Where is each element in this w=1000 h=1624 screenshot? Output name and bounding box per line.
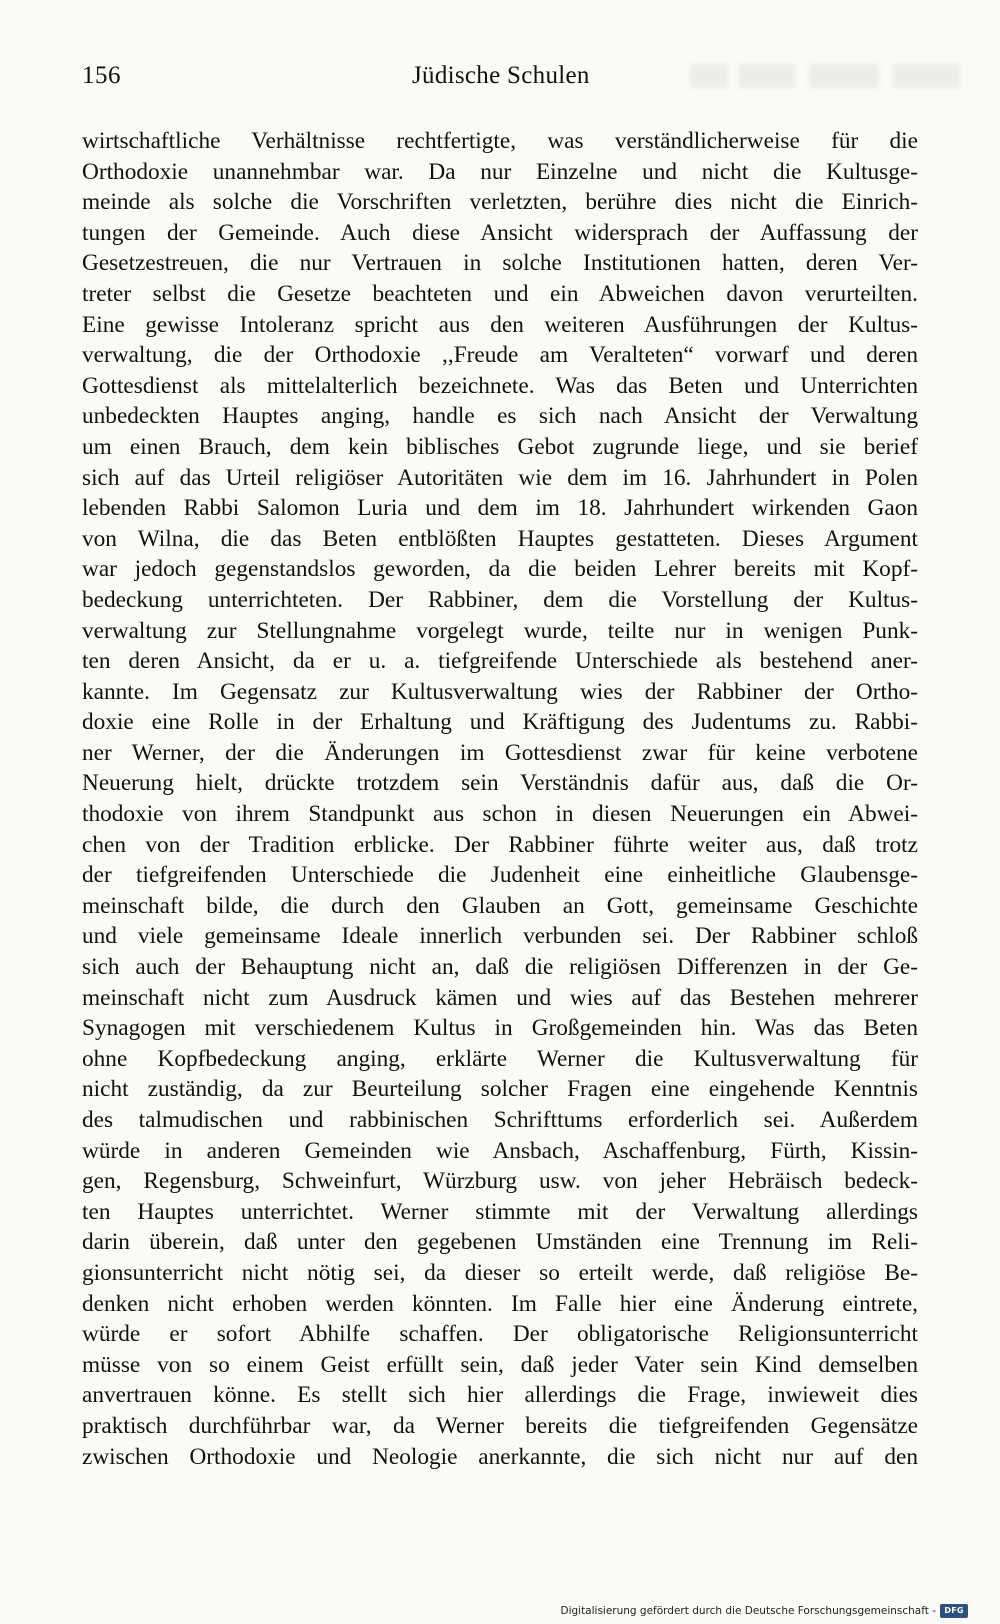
body-text-line: verwaltung, die der Orthodoxie ,,Freude am Veralteten“ vorwarf und deren — [82, 342, 918, 369]
body-text-line: würde er sofort Abhilfe schaffen. Der obligatorische Religionsunterricht — [82, 1321, 918, 1348]
body-text-line: der tiefgreifenden Unterschiede die Judenheit eine einheitliche Glaubensge- — [82, 862, 918, 889]
body-text-line: Gottesdienst als mittelalterlich bezeichnete. Was das Beten und Unterrichten — [82, 372, 918, 399]
body-text-line: kannte. Im Gegensatz zur Kultusverwaltung wies der Rabbiner der Ortho- — [82, 678, 918, 705]
body-text-line: sich auch der Behauptung nicht an, daß die religiösen Differenzen in der Ge- — [82, 954, 918, 981]
body-text-line: Synagogen mit verschiedenem Kultus in Großgemeinden hin. Was das Beten — [82, 1015, 918, 1042]
body-text-line: verwaltung zur Stellungnahme vorgelegt wurde, teilte nur in wenigen Punk- — [82, 617, 918, 644]
show-through-text — [690, 64, 960, 88]
body-text-line: treter selbst die Gesetze beachteten und ein Abweichen davon verurteilten. — [82, 280, 918, 307]
body-text-line: meinde als solche die Vorschriften verletzten, berühre dies nicht die Einrich- — [82, 189, 918, 216]
digitization-footer — [560, 1601, 968, 1621]
body-text-line: anvertrauen könne. Es stellt sich hier allerdings die Frage, inwieweit dies — [82, 1382, 918, 1409]
body-text-line: tungen der Gemeinde. Auch diese Ansicht widersprach der Auffassung der — [82, 219, 918, 246]
body-text-line: von Wilna, die das Beten entblößten Hauptes gestatteten. Dieses Argument — [82, 525, 918, 552]
body-text-line: ohne Kopfbedeckung anging, erklärte Werner die Kultusverwaltung für — [82, 1045, 918, 1072]
body-text-line: wirtschaftliche Verhältnisse rechtfertigte, was verständlicherweise für die — [82, 128, 918, 154]
main-body-text — [82, 126, 918, 1472]
dfg-logo: DFG — [940, 1604, 968, 1618]
body-text-line: würde in anderen Gemeinden wie Ansbach, Aschaffenburg, Fürth, Kissin- — [82, 1137, 918, 1164]
body-text-line: um einen Brauch, dem kein biblisches Gebot zugrunde liege, und sie berief — [82, 433, 918, 460]
body-text-line: ten deren Ansicht, da er u. a. tiefgreifende Unterschiede als bestehend aner- — [82, 648, 918, 675]
body-text-line: gen, Regensburg, Schweinfurt, Würzburg usw. von jeher Hebräisch bedeck- — [82, 1168, 918, 1195]
body-text-line: lebenden Rabbi Salomon Luria und dem im 18. Jahrhundert wirkenden Gaon — [82, 495, 918, 522]
body-text-line: ten Hauptes unterrichtet. Werner stimmte mit der Verwaltung allerdings — [82, 1198, 918, 1225]
body-text-line: Orthodoxie unannehmbar war. Da nur Einzelne und nicht die Kultusge- — [82, 158, 918, 185]
body-text-line: war jedoch gegenstandslos geworden, da die beiden Lehrer bereits mit Kopf- — [82, 556, 918, 583]
body-text-line: des talmudischen und rabbinischen Schrifttums erforderlich sei. Außerdem — [82, 1107, 918, 1133]
body-text-line: Eine gewisse Intoleranz spricht aus den weiteren Ausführungen der Kultus- — [82, 311, 918, 338]
body-text-line: bedeckung unterrichteten. Der Rabbiner, dem die Vorstellung der Kultus- — [82, 586, 918, 613]
running-title: Jüdische Schulen — [412, 62, 590, 89]
body-text-line: chen von der Tradition erblicke. Der Rabbiner führte weiter aus, daß trotz — [82, 831, 918, 858]
body-text-line: meinschaft nicht zum Ausdruck kämen und wies auf das Bestehen mehrerer — [82, 984, 918, 1011]
digitization-credit: Digitalisierung gefördert durch die Deutsche Forschungsgemeinschaft - — [560, 1605, 936, 1617]
body-text-line: zwischen Orthodoxie und Neologie anerkannte, die sich nicht nur auf den — [82, 1443, 918, 1470]
body-text-line: denken nicht erhoben werden könnten. Im Falle hier eine Änderung eintrete, — [82, 1290, 918, 1317]
body-text-line: doxie eine Rolle in der Erhaltung und Kräftigung des Judentums zu. Rabbi- — [82, 709, 918, 736]
body-text-line: praktisch durchführbar war, da Werner bereits die tiefgreifenden Gegensätze — [82, 1412, 918, 1439]
body-text-line: meinschaft bilde, die durch den Glauben an Gott, gemeinsame Geschichte — [82, 892, 918, 919]
body-text-line: ner Werner, der die Änderungen im Gottesdienst zwar für keine verbotene — [82, 739, 918, 766]
body-text-line: gionsunterricht nicht nötig sei, da dieser so erteilt werde, daß religiöse Be- — [82, 1259, 918, 1286]
body-text-line: nicht zuständig, da zur Beurteilung solcher Fragen eine eingehende Kenntnis — [82, 1076, 918, 1103]
body-text-line: und viele gemeinsame Ideale innerlich verbunden sei. Der Rabbiner schloß — [82, 923, 918, 950]
body-text-line: unbedeckten Hauptes anging, handle es sich nach Ansicht der Verwaltung — [82, 403, 918, 430]
page-number: 156 — [82, 62, 121, 89]
body-text-line: thodoxie von ihrem Standpunkt aus schon in diesen Neuerungen ein Abwei- — [82, 801, 918, 828]
body-text-line: Neuerung hielt, drückte trotzdem sein Verständnis dafür aus, daß die Or- — [82, 770, 918, 797]
body-text-line: sich auf das Urteil religiöser Autoritäten wie dem im 16. Jahrhundert in Polen — [82, 464, 918, 491]
body-text-line: müsse von so einem Geist erfüllt sein, daß jeder Vater sein Kind demselben — [82, 1351, 918, 1378]
body-text-line: darin überein, daß unter den gegebenen Umständen eine Trennung im Reli- — [82, 1229, 918, 1256]
body-text-line: Gesetzestreuen, die nur Vertrauen in solche Institutionen hatten, deren Ver- — [82, 250, 918, 277]
